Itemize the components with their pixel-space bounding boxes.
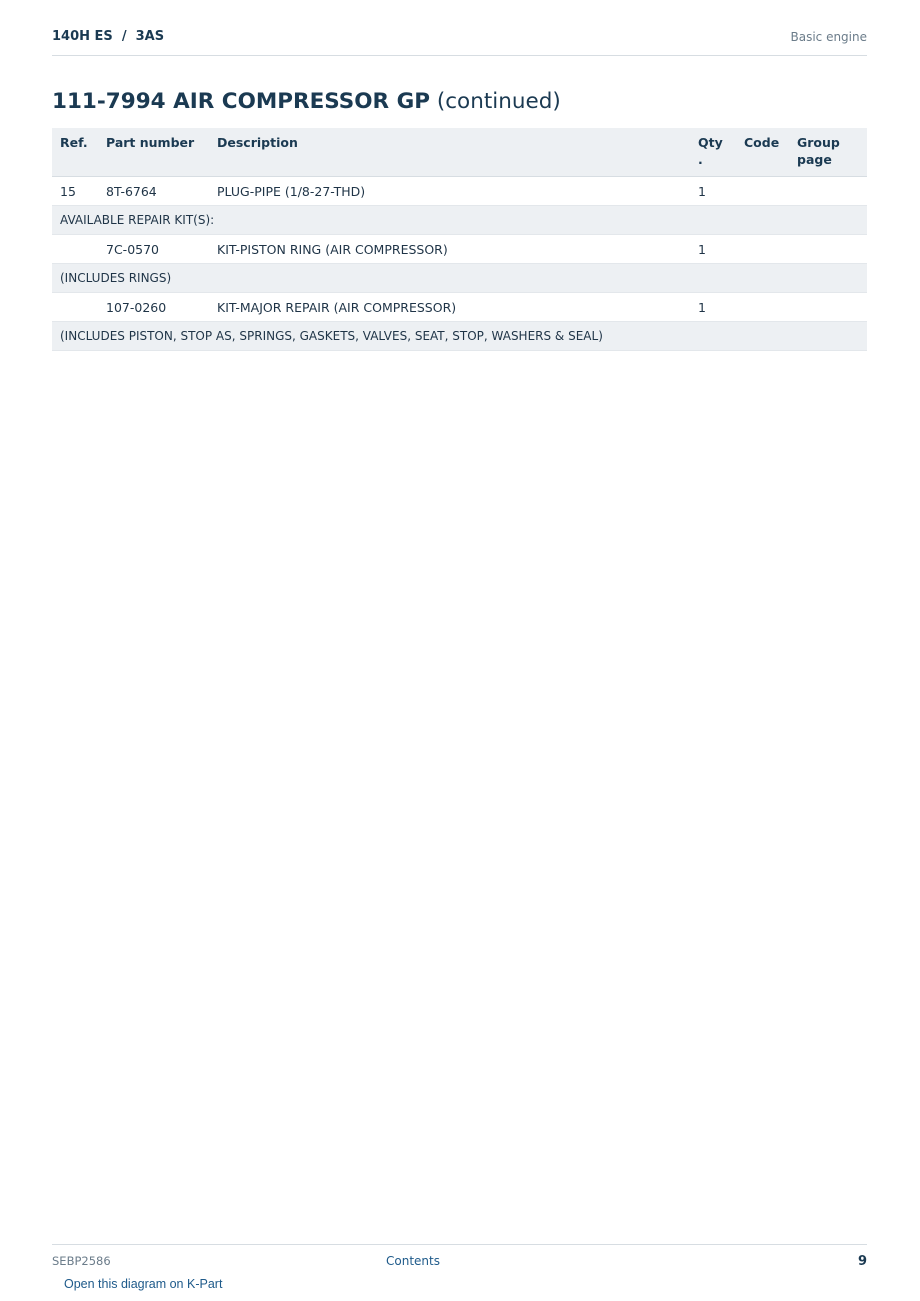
title-main: 111-7994 AIR COMPRESSOR GP <box>52 89 430 114</box>
cell-code <box>736 293 789 322</box>
page-title <box>52 89 561 114</box>
open-kpart-link[interactable]: Open this diagram on K-Part <box>64 1277 223 1291</box>
document-id: SEBP2586 <box>52 1254 111 1268</box>
table-note-row <box>52 264 867 293</box>
table-row <box>52 293 867 322</box>
col-header-code: Code <box>736 128 789 177</box>
cell-qty: 1 <box>690 235 736 264</box>
col-header-ref: Ref. <box>52 128 98 177</box>
cell-ref <box>52 293 98 322</box>
cell-ref: 15 <box>52 177 98 206</box>
model-label: 140H ES / 3AS <box>52 29 165 44</box>
cell-part-number: 7C-0570 <box>98 235 209 264</box>
col-header-qty: Qty . <box>690 128 736 177</box>
table-note-row <box>52 206 867 235</box>
table-header-row <box>52 128 867 177</box>
note-text: AVAILABLE REPAIR KIT(S): <box>52 206 867 235</box>
cell-group-page <box>789 293 867 322</box>
table-note-row <box>52 322 867 351</box>
col-header-description: Description <box>209 128 690 177</box>
cell-description: KIT-MAJOR REPAIR (AIR COMPRESSOR) <box>209 293 690 322</box>
cell-ref <box>52 235 98 264</box>
note-text: (INCLUDES RINGS) <box>52 264 867 293</box>
parts-table <box>52 128 867 351</box>
cell-part-number: 8T-6764 <box>98 177 209 206</box>
cell-group-page <box>789 177 867 206</box>
cell-description: PLUG-PIPE (1/8-27-THD) <box>209 177 690 206</box>
cell-group-page <box>789 235 867 264</box>
contents-link[interactable]: Contents <box>386 1254 440 1268</box>
page-header <box>52 28 867 56</box>
cell-description: KIT-PISTON RING (AIR COMPRESSOR) <box>209 235 690 264</box>
cell-qty: 1 <box>690 293 736 322</box>
cell-qty: 1 <box>690 177 736 206</box>
cell-part-number: 107-0260 <box>98 293 209 322</box>
page-footer <box>52 1244 867 1301</box>
note-text: (INCLUDES PISTON, STOP AS, SPRINGS, GASKETS, VALVES, SEAT, STOP, WASHERS & SEAL) <box>52 322 867 351</box>
section-label: Basic engine <box>790 30 867 44</box>
table-row <box>52 235 867 264</box>
table-row <box>52 177 867 206</box>
cell-code <box>736 235 789 264</box>
col-header-group-page: Group page <box>789 128 867 177</box>
title-suffix: (continued) <box>436 89 561 114</box>
cell-code <box>736 177 789 206</box>
col-header-part-number: Part number <box>98 128 209 177</box>
page-number: 9 <box>857 1254 867 1269</box>
